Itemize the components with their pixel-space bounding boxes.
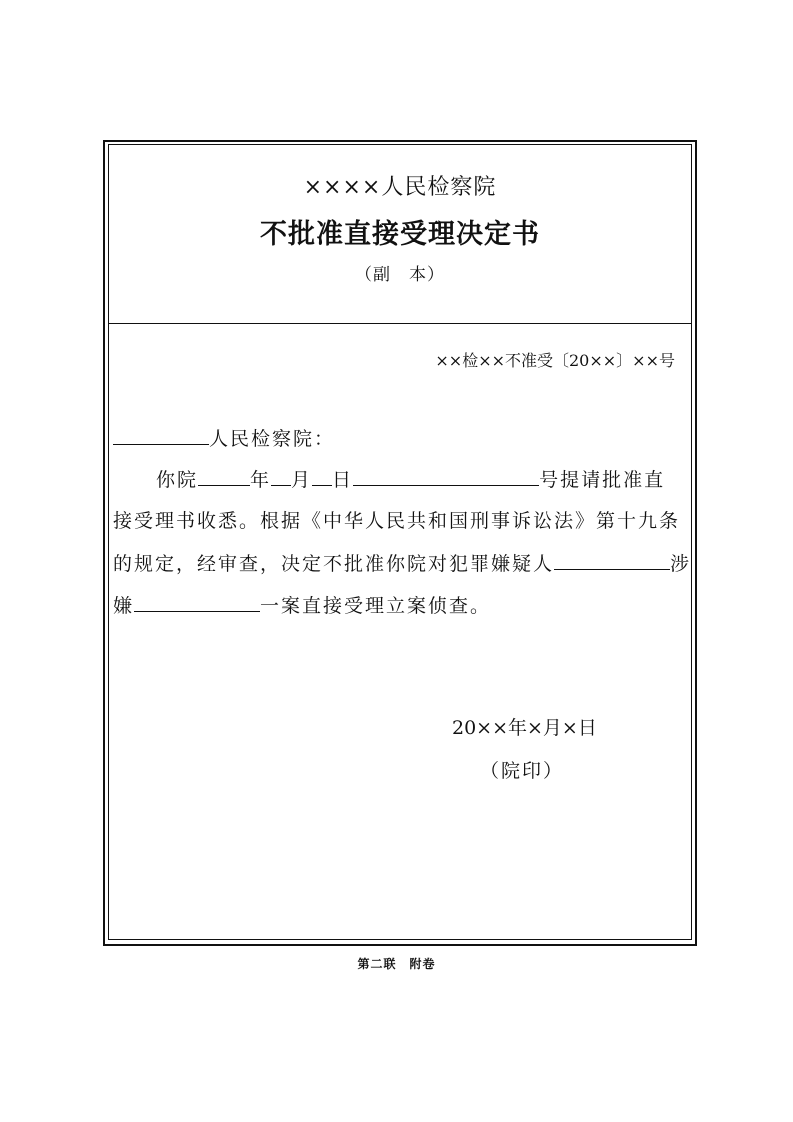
agency-name: ××××人民检察院 [303,175,497,200]
day-char: 日 [332,469,354,491]
paragraph-line-3 [113,550,691,577]
charge-blank [134,592,260,612]
month-blank [271,466,291,486]
year-char: 年 [250,469,272,491]
line4-prefix: 嫌 [113,595,135,617]
p1-suffix: 号提请批准直 [539,469,666,491]
addressee-line [113,425,335,452]
document-number: ××检××不准受〔20××〕××号 [435,351,675,370]
signature-date: 20××年×月×日 [452,717,597,739]
line3-prefix: 的规定，经审查，决定不批准你院对犯罪嫌疑人 [113,553,555,575]
seal-label: （院印） [480,760,565,782]
year-blank [198,466,250,486]
paragraph-line-1 [156,466,665,493]
addressee-blank [113,425,209,445]
number-blank [353,466,539,486]
header-divider [108,323,692,324]
document-title: 不批准直接受理决定书 [260,219,540,250]
line4-suffix: 一案直接受理立案侦查。 [260,595,492,617]
suspect-blank [554,550,670,570]
addressee-suffix: 人民检察院： [209,428,336,450]
month-char: 月 [291,469,313,491]
copy-tag: （副 本） [355,265,445,285]
line3-suffix: 涉 [670,553,692,575]
paragraph-line-2: 接受理书收悉。根据《中华人民共和国刑事诉讼法》第十九条 [113,510,681,532]
paragraph-line-4 [113,592,491,619]
p1-prefix: 你院 [156,469,199,491]
copy-footer: 第二联 附卷 [357,957,436,971]
day-blank [312,466,332,486]
